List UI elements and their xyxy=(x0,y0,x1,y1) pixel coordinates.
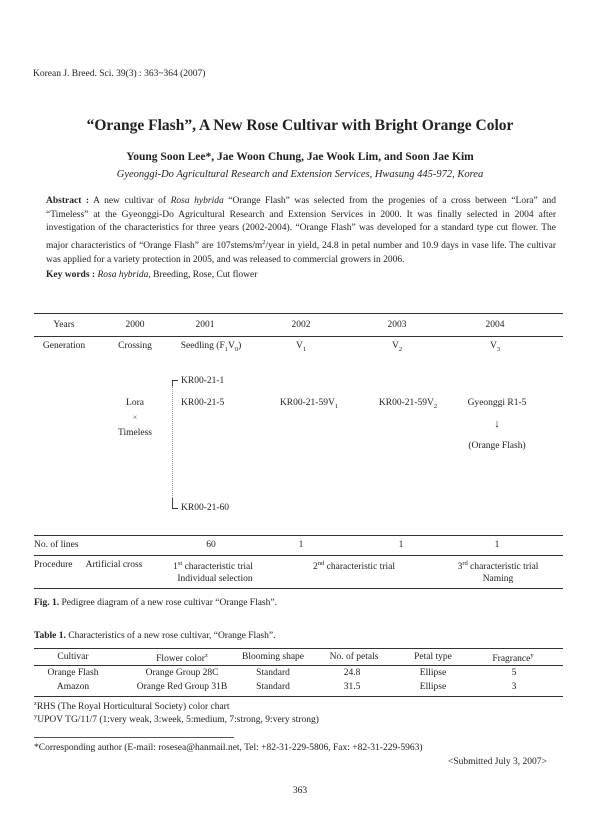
abstract-label: Abstract : xyxy=(46,196,90,206)
line-v2: $KR00-21-59V_2$ xyxy=(378,398,438,410)
figure-caption: Fig. 1. Pedigree diagram of a new rose cultivar “Orange Flash”. xyxy=(34,598,277,608)
table-header-petals: No. of petals xyxy=(329,652,379,662)
bracket-dotted-line xyxy=(172,386,173,498)
table-caption: Table 1. Characteristics of a new rose cultivar, “Orange Flash”. xyxy=(34,631,276,641)
cross-symbol: × xyxy=(132,413,138,422)
procedure-cross: Artificial cross xyxy=(85,560,143,570)
abstract xyxy=(46,195,556,267)
table-header-fragrance: Fragrance$^y$ xyxy=(492,652,534,665)
table-cell: Orange Red Group 31B xyxy=(136,682,228,692)
pedigree-top-rule xyxy=(34,313,563,314)
pedigree-header-rule xyxy=(34,336,563,337)
abstract-text-3: /year in yield, 24.8 in petal number and 10.9 days in vase life. The cultivar was applied for a variety protection in 2005, and was released to commercial growers in 2006. xyxy=(46,240,556,265)
year-2004: 2004 xyxy=(485,320,505,330)
generation-v1: $V_1$ xyxy=(295,341,307,353)
seedling-kr00-21-5: KR00-21-5 xyxy=(181,398,225,408)
year-2001: 2001 xyxy=(195,320,215,330)
submission-date: <Submitted July 3, 2007> xyxy=(448,757,547,767)
bracket-bottom xyxy=(172,498,173,508)
seedling-kr00-21-60: KR00-21-60 xyxy=(181,503,230,513)
parent-lora: Lora xyxy=(126,398,144,408)
down-arrow-icon: ↓ xyxy=(494,418,500,430)
lines-label: No. of lines xyxy=(34,540,79,550)
procedure-label: Procedure xyxy=(34,560,73,570)
table-cell: Ellipse xyxy=(419,668,447,678)
abstract-sup: 2 xyxy=(262,238,266,246)
final-cultivar-name: (Orange Flash) xyxy=(468,441,526,451)
paper-title: “Orange Flash”, A New Rose Cultivar with Bright Orange Color xyxy=(86,117,514,134)
keywords-rest: , Breeding, Rose, Cut flower xyxy=(148,270,258,280)
pedigree-procedure-rule xyxy=(34,555,563,556)
procedure-trial-3: 3rd characteristic trial xyxy=(457,560,539,573)
keywords-label: Key words : xyxy=(46,270,96,280)
lines-2003: 1 xyxy=(398,540,404,550)
procedure-trial-2: 2nd characteristic trial xyxy=(313,560,395,573)
lines-2001: 60 xyxy=(206,540,216,550)
lines-2004: 1 xyxy=(494,540,500,550)
table-cell: Amazon xyxy=(56,682,90,692)
procedure-naming: Naming xyxy=(482,574,514,584)
seedling-kr00-21-1: KR00-21-1 xyxy=(181,376,225,386)
table-cell: 24.8 xyxy=(343,668,361,678)
line-v1: $KR00-21-59V_1$ xyxy=(279,398,339,410)
year-2002: 2002 xyxy=(291,320,311,330)
table-header-petal-type: Petal type xyxy=(414,652,452,662)
pedigree-bottom-rule xyxy=(34,588,563,589)
parent-timeless: Timeless xyxy=(118,428,152,438)
table-header-cultivar: Cultivar xyxy=(57,652,89,662)
table-header-blooming-shape: Blooming shape xyxy=(241,652,305,662)
lines-2002: 1 xyxy=(298,540,304,550)
table-cell: Orange Group 28C xyxy=(145,668,219,678)
table-cell: 5 xyxy=(511,668,517,678)
year-2003: 2003 xyxy=(387,320,407,330)
table-cell: 3 xyxy=(511,682,517,692)
journal-reference: Korean J. Breed. Sci. 39(3) : 363~364 (2007) xyxy=(33,69,206,79)
corresponding-author: *Corresponding author (E-mail: rosesea@hanmail.net, Tel: +82-31-229-5806, Fax: +82-31-229-5963) xyxy=(34,743,423,753)
pedigree-lines-rule xyxy=(34,535,563,536)
generation-v2: $V_2$ xyxy=(391,341,403,353)
keywords xyxy=(46,270,257,280)
table-footnote-z: $^z$RHS (The Royal Horticultural Society) color chart xyxy=(34,700,230,713)
table-top-rule xyxy=(34,648,563,649)
table-cell: Orange Flash xyxy=(47,668,99,678)
table-cell: Standard xyxy=(256,668,290,678)
bracket-top-tick xyxy=(172,380,178,381)
table-cell: Standard xyxy=(256,682,290,692)
affiliation: Gyeonggi-Do Agricultural Research and Extension Services, Hwasung 445-972, Korea xyxy=(116,169,484,180)
page-number: 363 xyxy=(292,786,308,796)
years-label: Years xyxy=(53,320,75,330)
table-cell: 31.5 xyxy=(343,682,361,692)
year-2000: 2000 xyxy=(125,320,145,330)
footnote-rule xyxy=(34,737,234,738)
keywords-species: Rosa hybrida xyxy=(97,270,149,280)
line-v3: Gyeonggi R1-5 xyxy=(467,398,527,408)
abstract-text-2: “Orange Flash” was selected from the progenies of a cross between “Lora” and “Timeless” at the Gyeonggi-Do Agricultural Research and Extension Services in 2000. It was finally selected in 2004 after investigation of the characteristics for three years (2002-2004). “Orange Flash” was developed for a standard type cut flower. The major characteristics of “Orange Flash” are 107stems/m xyxy=(46,196,556,251)
generation-seedling: Seedling $(F_1V_0)$ xyxy=(180,341,242,353)
table-header-flower-color: Flower color$^z$ xyxy=(156,652,208,665)
abstract-species: Rosa hybrida xyxy=(170,196,224,206)
table-cell: Ellipse xyxy=(419,682,447,692)
author-list: Young Soon Lee*, Jae Woon Chung, Jae Wook Lim, and Soon Jae Kim xyxy=(126,151,474,163)
table-bottom-rule xyxy=(34,696,563,697)
generation-label: Generation xyxy=(42,341,86,351)
procedure-trial-1: 1st characteristic trial xyxy=(173,560,253,573)
table-header-rule xyxy=(34,665,563,666)
generation-v3: $V_3$ xyxy=(489,341,501,353)
procedure-individual-selection: Individual selection xyxy=(177,574,253,584)
abstract-text-1: A new cultivar of xyxy=(89,196,171,206)
generation-crossing: Crossing xyxy=(118,341,152,351)
bracket-bottom-tick xyxy=(172,508,178,509)
table-footnote-y: $^y$UPOV TG/11/7 (1:very weak, 3:week, 5:medium, 7:strong, 9:very strong) xyxy=(34,713,319,726)
